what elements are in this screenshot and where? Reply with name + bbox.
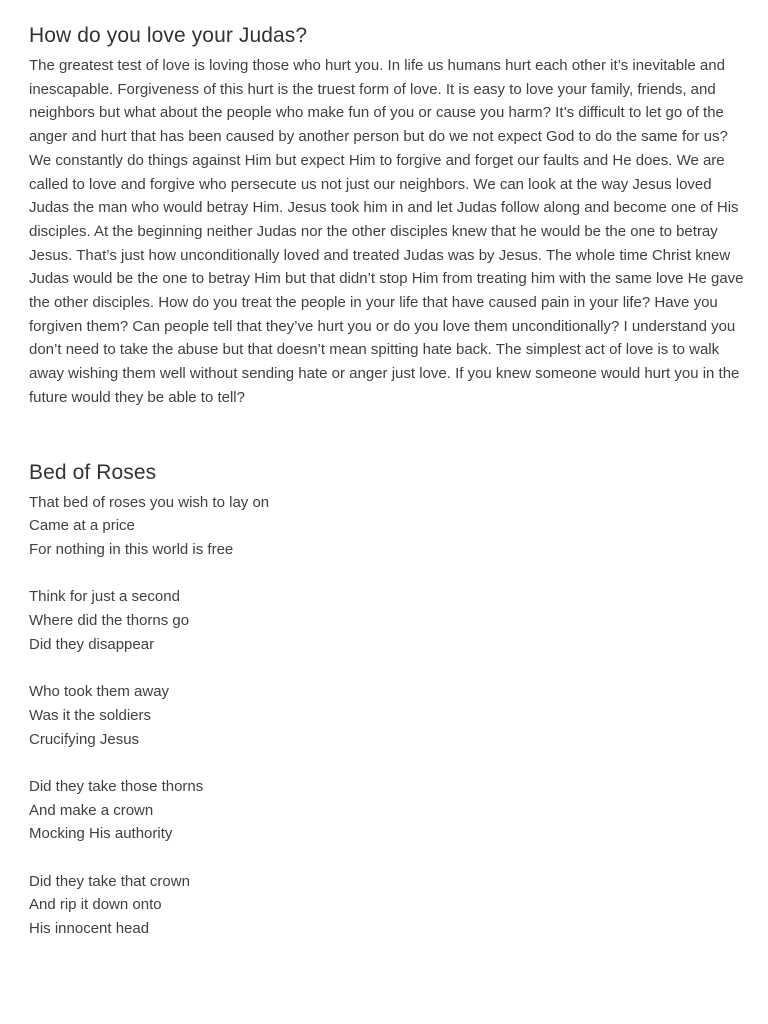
poem-line: Came at a price	[29, 517, 135, 535]
essay-body: The greatest test of love is loving those who hurt you. In life us humans hurt each other it’s inevitable and inescapable. Forgiveness of this hurt is the truest form of love. It is easy to love your family, friends, and neighbors but what about the people who make fun of you or cause you harm? It’s difficult to let go of the anger and hurt that has been caused by another person but do we not expect God to do the same for us? We constantly do things against Him but expect Him to forgive and forget our faults and He does. We are called to love and forgive who persecute us not just our neighbors. We can look at the way Jesus loved Judas the man who would betray Him. Jesus took him in and let Judas follow along and become one of His disciples. At the beginning neither Judas nor the other disciples knew that he would be the one to betray Jesus. That’s just how unconditionally loved and treated Judas was by Jesus. The whole time Christ knew Judas would be the one to betray Him but that didn’t stop Him from treating him with the same love He gave the other disciples. How do you treat the people in your life that have caused pain in your life? Have you forgiven them? Can people tell that they’ve hurt you or do you love them unconditionally? I understand you don’t need to take the abuse but that doesn’t mean spitting hate back. The simplest act of love is to walk away wishing them well without sending hate or anger just love. If you knew someone would hurt you in the future would they be able to tell?	[29, 57, 744, 406]
poem-stanza	[29, 775, 744, 846]
poem-line: His innocent head	[29, 920, 150, 938]
poem-line: Did they disappear	[29, 635, 155, 653]
poem-line: Crucifying Jesus	[29, 730, 140, 748]
poem-stanza	[29, 585, 744, 656]
poem-stanza	[29, 491, 744, 562]
poem-line: Think for just a second	[29, 588, 180, 606]
poem-line: And rip it down onto	[29, 896, 162, 914]
poem-line: Mocking His authority	[29, 825, 173, 843]
poem-line: Was it the soldiers	[29, 706, 151, 724]
poem-line: And make a crown	[29, 801, 154, 819]
poem-line: Where did the thorns go	[29, 612, 190, 630]
poem-line: Did they take that crown	[29, 872, 190, 890]
poem-line: That bed of roses you wish to lay on	[29, 493, 270, 511]
poem-line: Who took them away	[29, 683, 170, 701]
poem-body	[29, 491, 744, 941]
essay-title: How do you love your Judas?	[29, 24, 308, 47]
poem-stanza	[29, 680, 744, 751]
poem-line: Did they take those thorns	[29, 777, 204, 795]
poem-stanza	[29, 870, 744, 941]
poem-title: Bed of Roses	[29, 460, 157, 484]
poem-line: For nothing in this world is free	[29, 540, 234, 558]
